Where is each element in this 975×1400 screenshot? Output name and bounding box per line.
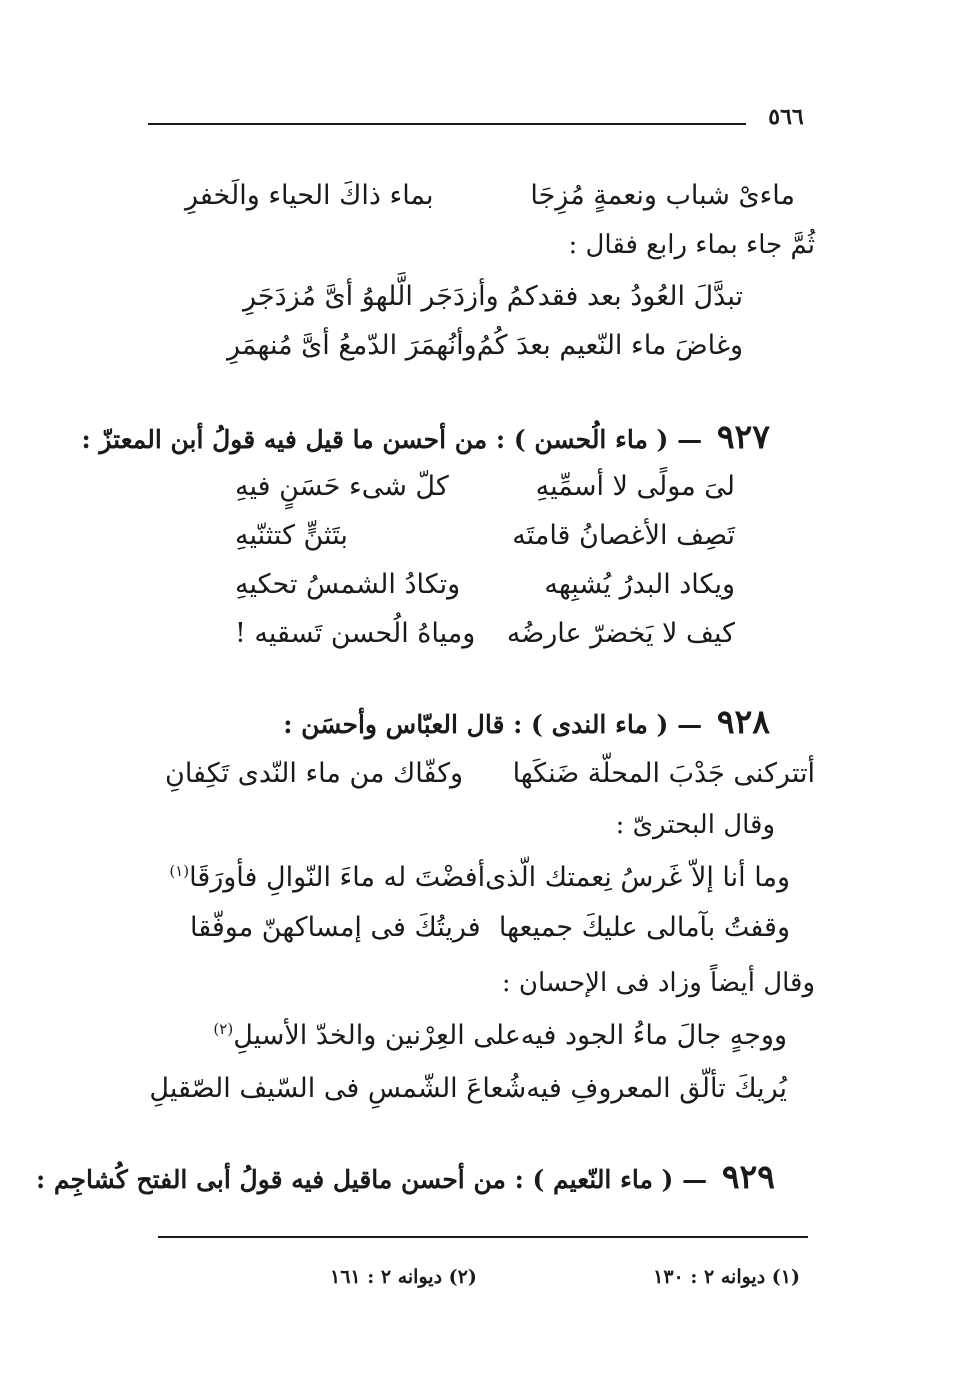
verse-first-hemistich: تَصِف الأغصانُ قامتَه <box>512 520 735 551</box>
verse-first-hemistich: ماءىْ شباب ونعمةٍ مُزِجَا <box>530 180 795 211</box>
verse-first-hemistich: ويكاد البدرُ يُشبِهه <box>544 569 735 600</box>
verse-first-hemistich: وما أنا إلاّ غَرسُ نِعمتك الّذى <box>485 862 790 893</box>
prose-line: ثُمَّ جاء بماء رابع فقال : <box>568 230 815 260</box>
verse-second-hemistich: كلّ شىء حَسَنٍ فيهِ <box>235 471 449 502</box>
footnote-marker: (٢) <box>213 1020 234 1038</box>
entry-title: — ( ماء الُحسن ) : من أحسن ما قيل فيه قولُ أبن المعتزّ : <box>81 425 703 454</box>
verse-first-hemistich: ووجهٍ جالَ ماءُ الجود فيه <box>520 1020 787 1051</box>
verse-second-hemistich: فريتُكَ فى إمساكهنّ موفّقا <box>190 912 481 943</box>
header-rule <box>148 123 746 125</box>
verse-second-hemistich: بتَثنٍّ كتثنّيهِ <box>235 520 348 551</box>
footnotes <box>330 1266 800 1288</box>
verse-second-hemistich: وتكادُ الشمسُ تحكيهِ <box>235 569 461 600</box>
verse-line <box>235 571 735 598</box>
verse-first-hemistich: وقفتُ بآمالى عليكَ جميعها <box>498 912 790 943</box>
verse-second-hemistich <box>169 864 485 891</box>
entry-number: ٩٢٩ <box>721 1157 775 1196</box>
verse-line <box>235 522 735 549</box>
verse-line <box>235 473 735 500</box>
verse-first-hemistich: وغاضَ ماء النّعيم بعدَ كُمُ <box>476 330 743 361</box>
prose-line: وقال البحترىّ : <box>615 810 775 840</box>
verse-line <box>235 620 735 647</box>
entry-title: — ( ماء الندى ) : قال العبّاس وأحسَن : <box>283 710 703 739</box>
footnote-1: (١) ديوانه ٢ : ١٣٠ <box>653 1266 800 1288</box>
entry-heading <box>35 1157 775 1196</box>
entry-number: ٩٢٧ <box>716 417 770 456</box>
verse-second-hemistich: وكفّاك من ماء النّدى تَكِفانِ <box>165 758 464 789</box>
verse-line <box>185 182 795 209</box>
verse-line <box>213 1020 787 1051</box>
footnote-marker: (١) <box>169 862 190 880</box>
verse-second-hemistich: ومياهُ الُحسن تَسقيه ! <box>235 618 476 649</box>
verse-line <box>227 330 743 361</box>
verse-first-hemistich: تبدَّلَ العُودُ بعد فقدكمُ <box>506 281 743 312</box>
footnote-rule <box>158 1236 808 1238</box>
entry-heading <box>283 702 770 741</box>
verse-first-hemistich: لىَ مولًى لا أسمِّيهِ <box>535 471 735 502</box>
footnote-2: (٢) ديوانه ٢ : ١٦١ <box>330 1266 477 1288</box>
verse-second-hemistich: بماء ذاكَ الحياء والَخفرِ <box>185 180 434 211</box>
verse-line <box>243 283 743 310</box>
entry-number: ٩٢٨ <box>716 702 770 741</box>
verse-first-hemistich: أتتركنى جَدْبَ المحلّة ضَنكَها <box>512 758 815 789</box>
prose-line: وقال أيضاً وزاد فى الإحسان : <box>501 968 815 998</box>
entry-title: — ( ماء النّعيم ) : من أحسن ماقيل فيه قولُ أبى الفتح كُشاجِم : <box>35 1165 708 1194</box>
verse-first-hemistich: كيف لا يَخضرّ عارضُه <box>506 618 735 649</box>
verse-line <box>149 1073 787 1104</box>
verse-second-hemistich-text: على العِرْنين والخدّ الأسيلِ <box>233 1020 521 1051</box>
verse-second-hemistich: وأنُهمَرَ الدّمعُ أىَّ مُنهمَرِ <box>227 330 477 361</box>
entry-heading <box>81 417 770 456</box>
verse-first-hemistich: يُريكَ تألّق المعروفِ فيه <box>526 1073 787 1104</box>
verse-line <box>165 760 815 787</box>
verse-second-hemistich: شُعاعَ الشّمسِ فى السّيف الصّقيلِ <box>149 1073 527 1104</box>
verse-second-hemistich: وأزدَجَر الَّلهوُ أىَّ مُزدَجَرِ <box>243 281 499 312</box>
verse-second-hemistich-text: أفضْتَ له ماءَ النّوالِ فأورَقَا <box>189 862 486 893</box>
verse-line <box>190 914 790 941</box>
verse-line <box>169 862 790 893</box>
page-number: ٥٦٦ <box>768 104 804 130</box>
verse-second-hemistich <box>213 1022 520 1049</box>
